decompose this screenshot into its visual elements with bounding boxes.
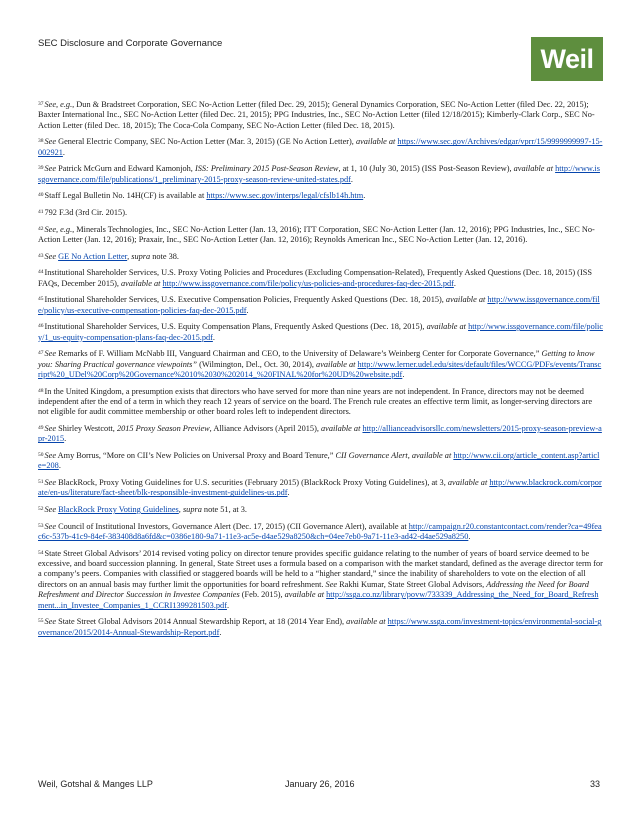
running-header: SEC Disclosure and Corporate Governance — [38, 38, 223, 49]
footnote-46 — [38, 322, 603, 343]
footnote-italic-text: Getting to know you: Sharing Practical governance viewpoints” — [38, 349, 595, 369]
footnote-italic-text: See — [44, 521, 57, 531]
footnote-text: note 38. — [150, 251, 179, 261]
footnote-italic-text: Addressing the Need for Board Refreshment and Director Succession in Investee Companies — [38, 579, 589, 600]
weil-logo: Weil — [531, 37, 603, 81]
footnote-link[interactable]: http://www.issgovernance.com/file/policy/us-executive-compensation-policies-faq-dec-2015.pdf — [38, 295, 600, 315]
footnote-text: . — [350, 174, 353, 184]
footnote-48 — [38, 387, 603, 418]
footnote-text: . — [64, 434, 67, 444]
footnote-number: 47 — [38, 350, 44, 357]
footnote-text: Institutional Shareholder Services, U.S. Proxy Voting Policies and Procedures (Excluding Compensation-Related), Frequently Asked Questions (Dec. 18, 2015) (ISS FAQs, December 2015), — [38, 268, 592, 288]
footnote-49 — [38, 424, 603, 445]
footnote-italic-text: available at — [447, 478, 488, 487]
footnote-link[interactable]: http://allianceadvisorsllc.com/newsletters/2015-proxy-season-preview-apr-2015 — [38, 424, 602, 444]
footnote-53 — [38, 522, 603, 543]
footnote-text: (Wilmington, Del., Oct. 30, 2014), — [197, 359, 317, 369]
footnote-43 — [38, 252, 603, 262]
footnote-italic-text: available at — [316, 359, 356, 369]
footnote-italic-text: available at — [411, 451, 452, 460]
footnote-37 — [38, 100, 603, 131]
footnote-number: 50 — [38, 452, 44, 458]
footnote-text: Rakhi Kumar, State Street Global Advisors, — [337, 579, 487, 589]
footnote-link[interactable]: http://www.issgovernance.com/file/publications/1_preliminary-2015-proxy-season-review-united-states.pdf — [38, 164, 600, 184]
footnote-text: , — [407, 451, 412, 460]
footnote-text: BlackRock, Proxy Voting Guidelines for U.S. securities (February 2015) (BlackRock Proxy Voting Guidelines), at 3, — [56, 478, 448, 487]
footnote-number: 48 — [38, 387, 44, 394]
footnote-italic-text: 2015 Proxy Season Preview — [116, 424, 210, 433]
footnote-italic-text: See — [44, 164, 57, 174]
footnote-47 — [38, 349, 603, 380]
footnote-text: , — [178, 505, 183, 514]
footnote-italic-text: available at — [513, 164, 554, 174]
footnote-number: 37 — [38, 101, 44, 107]
footnote-text: . — [402, 370, 405, 379]
footnote-number: 41 — [38, 209, 44, 215]
footnote-text: State Street Global Advisors’ 2014 revised voting policy on director tenure provides specific guidance relating to the number of years of board service deemed to be excessive, and board succession planning. In general, State Street uses a formula based on a comparison with the market standard, defined as the average director term for a company’s peers. Companies with classified or staggered boards will be held to a “higher standard,” since the inability of shareholders to vote on the election of all directors on an annual basis may further limit the opportunities for board refreshment. — [38, 548, 603, 589]
footnote-55 — [38, 617, 603, 638]
footnote-45 — [38, 295, 603, 316]
footnote-text: Shirley Westcott, — [56, 424, 117, 433]
footnote-text: (Feb. 2015), — [239, 590, 285, 600]
footnote-link[interactable]: https://www.sec.gov/interps/legal/cfslb14h.htm — [206, 191, 364, 201]
footnote-link[interactable]: BlackRock Proxy Voting Guidelines — [58, 505, 179, 514]
footnote-text: Council of Institutional Investors, Governance Alert (Dec. 17, 2015) (CII Governance Alert), available at — [56, 521, 409, 531]
footnote-text: Patrick McGurn and Edward Kamonjoh, — [56, 164, 195, 174]
footnote-text: . — [287, 488, 290, 498]
footnote-text: 792 F.3d (3rd Cir. 2015). — [44, 208, 128, 217]
footnote-link[interactable]: GE No Action Letter — [58, 251, 128, 261]
footnote-text: . — [453, 278, 456, 288]
footnote-italic-text: supra — [131, 251, 151, 261]
footnote-link[interactable]: http://www.lerner.udel.edu/sites/default/files/WCCG/PDFs/events/Transcript%20_UDel%20Corp%20Governance%2010%2030%202014_%20FINAL%20for%20UD%20website.pdf — [38, 359, 602, 379]
footnote-italic-text: See, e.g. — [44, 224, 73, 234]
footnote-italic-text: ISS: Preliminary 2015 Post-Season Review — [194, 164, 339, 174]
footnote-text: Institutional Shareholder Services, U.S. Equity Compensation Plans, Frequently Asked Questions (Dec. 18, 2015), — [44, 322, 427, 332]
footnote-42 — [38, 225, 603, 246]
footnote-link[interactable]: http://www.blackrock.com/corporate/en-us/literature/fact-sheet/blk-responsible-investment-guidelines-us.pdf — [38, 478, 602, 498]
footnote-number: 55 — [38, 618, 44, 625]
footnote-italic-text: available at — [284, 590, 325, 600]
footnote-link[interactable]: http://www.cii.org/article_content.asp?article=208 — [38, 451, 600, 471]
footnote-italic-text: available at — [426, 322, 466, 332]
footnote-text: , at 1, 10 (July 30, 2015) (ISS Post-Season Review), — [338, 164, 514, 174]
footer-firm-name: Weil, Gotshal & Manges LLP — [38, 779, 153, 789]
footnote-text: . — [363, 191, 366, 201]
footnote-link[interactable]: http://ssga.co.nz/library/povw/733339_Addressing_the_Need_for_Board_Refreshment...in_Investee_Companies_1_CCRI1399281503.pdf — [38, 590, 599, 610]
footnote-text: . — [468, 532, 471, 541]
footnote-text: Remarks of F. William McNabb III, Vanguard Chairman and CEO, to the University of Delaware’s Weinberg Center for Corporate Governance,” — [56, 349, 542, 359]
footer-date: January 26, 2016 — [285, 779, 355, 789]
footnote-italic-text: available at — [445, 295, 486, 305]
footnote-number: 51 — [38, 479, 44, 485]
footnote-number: 46 — [38, 323, 44, 330]
footnote-italic-text: available at — [355, 137, 396, 147]
footnote-text: General Electric Company, SEC No-Action Letter (Mar. 3, 2015) (GE No Action Letter), — [56, 137, 356, 147]
footnote-50 — [38, 451, 603, 472]
footnote-number: 45 — [38, 296, 44, 303]
footnote-text: , Alliance Advisors (April 2015), — [209, 424, 321, 433]
footnote-text: note 51, at 3. — [201, 505, 248, 514]
footnote-text: , Minerals Technologies, Inc., SEC No-Action Letter (Jan. 13, 2016); ITT Corporation, SEC No-Action Letter (Jan. 12, 2016); PPG Industries, Inc., SEC No-Action Letter (Jan. 12, 2016); Praxair, Inc., SEC No-Action Letter (Jan. 12, 2016); Reynolds American Inc., SEC No-Action Letter (Jan. 12, 2016). — [38, 224, 595, 244]
footnote-38 — [38, 137, 603, 158]
footnote-italic-text: See — [44, 424, 57, 433]
footnote-text: Amy Borrus, “More on CII’s New Policies on Universal Proxy and Board Tenure,” — [56, 451, 336, 460]
footnote-number: 42 — [38, 225, 44, 232]
footnote-italic-text: available at — [320, 424, 361, 433]
footnote-number: 43 — [38, 252, 44, 259]
footnote-link[interactable]: https://www.ssga.com/investment-topics/environmental-social-governance/2015/2014-Annual-Stewardship-Report.pdf — [38, 617, 602, 637]
page-number: 33 — [590, 779, 601, 789]
footnote-text: . — [212, 332, 215, 342]
footnote-text: . — [219, 627, 222, 637]
footnote-number: 39 — [38, 165, 44, 172]
footnote-italic-text: available at — [121, 278, 161, 288]
footnote-text: Staff Legal Bulletin No. 14H(CF) is available at — [44, 191, 207, 201]
footnote-italic-text: See — [44, 251, 57, 261]
footnote-italic-text: See — [44, 505, 57, 514]
footnote-text: . — [62, 147, 65, 157]
footnote-number: 54 — [38, 549, 44, 556]
footnote-italic-text: See — [44, 451, 57, 460]
footnote-italic-text: See — [325, 579, 338, 589]
footnote-44 — [38, 268, 603, 289]
footnote-text: . — [58, 461, 61, 471]
footnote-text: In the United Kingdom, a presumption exists that directors who have served for more than nine years are not independent. In France, directors may not be deemed independent after the end of a term in which they reach 12 years of service on the board. The French rule creates an effective term limit, as longer-serving directors are not eligible for audit committee membership or other board roles left to independent directors. — [38, 386, 593, 417]
footnote-54 — [38, 549, 603, 611]
footnote-number: 49 — [38, 425, 44, 431]
footnote-italic-text: supra — [182, 505, 202, 514]
footnote-text: , — [127, 251, 132, 261]
footnote-link[interactable]: http://www.issgovernance.com/file/policy/us-policies-and-procedures-faq-dec-2015.pdf — [162, 278, 454, 288]
footnote-number: 44 — [38, 269, 44, 276]
footnote-51 — [38, 478, 603, 499]
footnote-number: 53 — [38, 522, 44, 529]
footnote-text: State Street Global Advisors 2014 Annual Stewardship Report, at 18 (2014 Year End), — [56, 617, 347, 627]
footnote-number: 40 — [38, 192, 44, 199]
footnote-number: 38 — [38, 138, 44, 145]
footnote-italic-text: See, e.g. — [44, 100, 73, 109]
footnote-text: . — [226, 600, 230, 610]
footnote-italic-text: See — [44, 349, 57, 359]
footnote-52 — [38, 505, 603, 515]
footnote-39 — [38, 164, 603, 185]
footnotes-section — [38, 100, 603, 644]
footnote-italic-text: CII Governance Alert — [335, 451, 408, 460]
footnote-italic-text: available at — [346, 617, 386, 627]
footnote-italic-text: See — [44, 137, 57, 147]
footnote-41 — [38, 208, 603, 218]
footnote-link[interactable]: https://www.sec.gov/Archives/edgar/vprr/15/9999999997-15-002921 — [38, 137, 603, 157]
footnote-link[interactable]: http://www.issgovernance.com/file/policy/1_us-equity-compensation-plans-faq-dec-2015.pdf — [38, 322, 604, 342]
footnote-italic-text: See — [44, 617, 57, 627]
footnote-italic-text: See — [44, 478, 57, 487]
footnote-text: , Dun & Bradstreet Corporation, SEC No-Action Letter (filed Dec. 29, 2015); General Dynamics Corporation, SEC No-Action Letter (filed Dec. 22, 2015); Baxter International Inc., SEC No-Action Letter (filed Dec. 21, 2015); PPG Industries, Inc., SEC No-Action Letter (filed 12/18/2015); Kimberly-Clark Corp., SEC No-Action Letter (filed Dec. 18, 2015); The Coca-Cola Company, SEC No-Action Letter (filed Dec. 18, 2015). — [38, 100, 595, 130]
footnote-text: Institutional Shareholder Services, U.S. Executive Compensation Policies, Frequently Asked Questions (Dec. 18, 2015), — [44, 295, 446, 305]
footnote-link[interactable]: http://campaign.r20.constantcontact.com/render?ca=49feac6c-537b-41c9-84ef-383408d8a6fd&c=0386e180-9a71-11e3-ac5e-d4ae529a8250&ch=04ee7eb0-9a71-11e3-ad42-d4ae529a8250 — [38, 521, 602, 541]
footnote-40 — [38, 191, 603, 201]
footnote-number: 52 — [38, 506, 44, 512]
footnote-text: . — [246, 305, 249, 315]
